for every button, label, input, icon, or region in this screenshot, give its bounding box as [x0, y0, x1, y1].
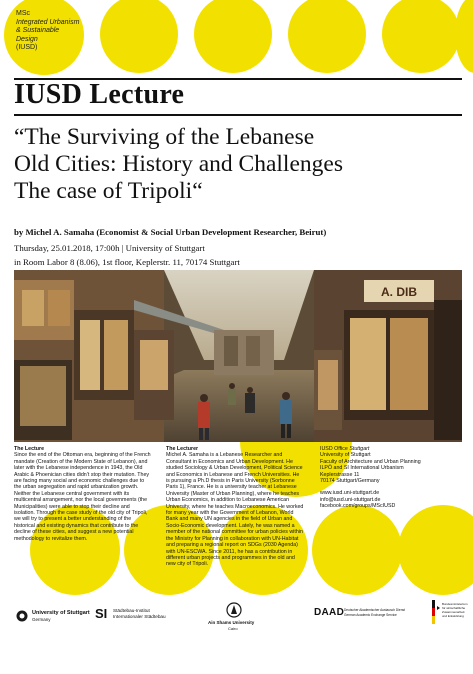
lecture-title-line: The case of Tripoli“: [14, 178, 203, 204]
contact-column: [320, 446, 460, 510]
ain-shams-emblem-icon: [226, 602, 242, 618]
lecture-heading: The Lecture: [14, 446, 45, 452]
daad-text-line: German Academic Exchange Service: [344, 613, 397, 617]
footer-logos: [0, 596, 473, 670]
lecture-column: [14, 446, 152, 542]
program-line: MSc: [16, 10, 30, 17]
address-line: Keplerstrasse 11: [320, 471, 360, 478]
decor-circle-2: [100, 0, 178, 73]
daad-text-line: Deutscher Akademischer Austausch Dienst: [344, 608, 405, 612]
website-link[interactable]: www.iusd.uni-stuttgart.de: [320, 490, 380, 497]
german-flag-icon: [432, 600, 440, 624]
program-line: & Sustainable: [16, 27, 60, 35]
decor-circle-4: [288, 0, 366, 73]
lecture-title-line: “The Surviving of the Lebanese: [14, 124, 315, 150]
lecture-title: [14, 124, 343, 205]
lecture-body: Since the end of the Ottoman era, beginning of the French mandate (Creation of the Modern State of Lebanon), and later with the Lebanese independence in 1943, the Old Arabic & Phoenician cities didn’t stop their mutation. They are facing many social and economic challenges due to the urban segregation and rapid urbanization growth. Neither the Lebanese central government with its multicentral arrangement, nor the local governments (the Municipalities) were able to stop their decline and isolation. Through the case study of the old city of Tripoli, we will try to present a better understanding of the historical and existing dynamics that contribute to the decline of these cities, and suggest a new potential methodology to revitalize them.: [14, 452, 151, 542]
university-stuttgart-emblem-icon: [16, 610, 28, 622]
program-line: (IUSD): [16, 44, 38, 52]
decor-circle-5: [382, 0, 460, 73]
poster-title: IUSD Lecture: [14, 79, 185, 110]
si-text-line: Internationaler Städtebau: [113, 614, 166, 619]
bmz-text-line: und Entwicklung: [442, 614, 464, 618]
address-line: University of Stuttgart: [320, 452, 371, 459]
date-line: Thursday, 25.01.2018, 17:00h | University of Stuttgart: [14, 243, 205, 253]
address-line: ILPÖ and SI International Urbanism: [320, 465, 404, 472]
room-line: in Room Labor 8 (8.06), 1st floor, Keplerstr. 11, 70174 Stuttgart: [14, 257, 240, 267]
title-rule-bottom: [14, 114, 462, 116]
program-line: Design: [16, 35, 38, 43]
ain-shams-name: Ain Shams University: [208, 620, 255, 625]
svg-text:A. DIB: A. DIB: [381, 285, 417, 299]
lecturer-heading: The Lecturer: [166, 446, 199, 452]
office-label: IUSD Office: [320, 446, 348, 452]
daad-mark: DAAD: [314, 607, 345, 618]
decor-circle-3: [194, 0, 272, 73]
souk-photo-image: [14, 270, 462, 442]
ain-shams-city: Cairo: [228, 626, 238, 631]
lecturer-column: [166, 446, 304, 568]
bmz-text-line: Bundesministerium: [442, 602, 468, 606]
souk-photo: [14, 270, 462, 442]
bmz-text-line: Zusammenarbeit: [442, 610, 465, 614]
facebook-link[interactable]: facebook.com/groups/MScIUSD: [320, 503, 396, 510]
university-stuttgart-name: University of Stuttgart: [32, 610, 90, 616]
university-stuttgart-country: Germany: [32, 617, 51, 622]
email-link[interactable]: info@iusd.uni-stuttgart.de: [320, 496, 381, 503]
lecture-title-line: Old Cities: History and Challenges: [14, 151, 343, 177]
address-line: 70174 Stuttgart/Germany: [320, 478, 380, 485]
si-text-line: Städtebau-Institut: [113, 608, 150, 613]
lecturer-body: Michel A. Samaha is a Lebanese Researcher and Consultant in Economics and Urban Development. He studied Sociology & Urban Development, Political Science and Economics in Lebanese and French Universities. He is pursuing a Ph.D thesis in Paris University (Sorbonne Paris 1), France. He is a university teacher at Lebanese University (Master of Urban Planning), where he teaches Urban Economics, in addition to Lebanese American University, where he teaches Macroeconomics. He worked for many year with the Government of Lebanon, World Bank and many UN agencies in the field of Urban and Socio-Economic development. Lately, he was named a member of the national committee for urban policies within the Ministry for Planning in collaboration with UN-Habitat and preparing a regional report on SDGs (2030 Agenda) with UN-ESCWA. Since 2011, he has a contribution in different urban projects and programmes in the old and new city of Tripoli.: [166, 452, 304, 568]
event-info: [14, 241, 240, 269]
decor-circle-12: [398, 505, 473, 595]
address-line: Faculty of Architecture and Urban Planning: [320, 458, 421, 465]
program-line: Integrated Urbanism: [16, 18, 80, 26]
office-city: Stuttgart: [349, 446, 370, 452]
si-mark: SI: [95, 606, 108, 621]
speaker-line: by Michel A. Samaha (Economist & Social Urban Development Researcher, Beirut): [14, 227, 327, 237]
decor-circle-11: [312, 505, 402, 595]
decor-circle-6: [455, 0, 473, 73]
program-label: [16, 10, 79, 53]
bmz-text-line: für wirtschaftliche: [442, 606, 466, 610]
